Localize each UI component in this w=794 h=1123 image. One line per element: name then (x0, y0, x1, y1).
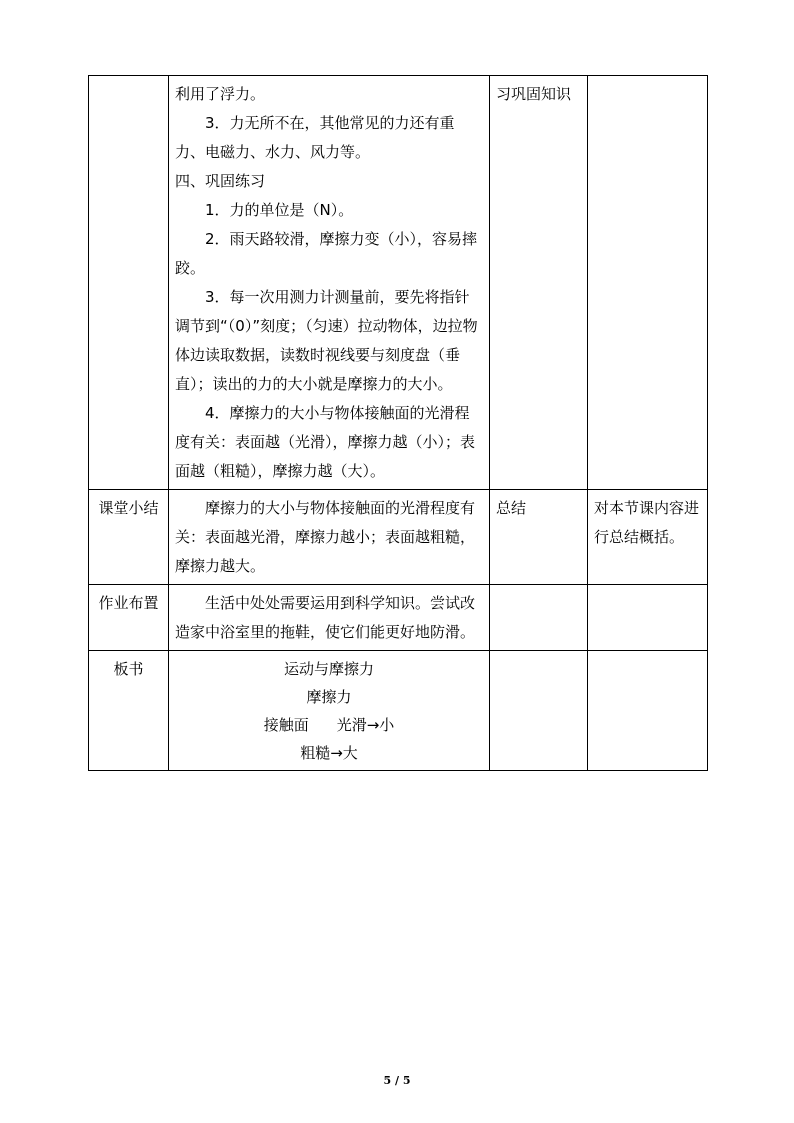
content-line: 3．力无所不在，其他常见的力还有重力、电磁力、水力、风力等。 (175, 114, 455, 161)
content-cell (169, 490, 490, 585)
row-label: 作业布置 (89, 585, 169, 651)
note-cell (588, 651, 708, 771)
note-cell: 对本节课内容进行总结概括。 (588, 490, 708, 585)
note-cell (588, 76, 708, 490)
table-row-continued (89, 76, 708, 490)
content-cell (169, 585, 490, 651)
purpose-cell (490, 585, 588, 651)
board-branch-line (175, 711, 483, 739)
homework-text: 生活中处处需要运用到科学知识。尝试改造家中浴室里的拖鞋，使它们能更好地防滑。 (175, 594, 476, 641)
page-number: 5 / 5 (383, 1074, 411, 1087)
row-label: 课堂小结 (89, 490, 169, 585)
row-label: 板书 (89, 651, 169, 771)
content-cell (169, 76, 490, 490)
table-row-summary (89, 490, 708, 585)
board-subtitle: 摩擦力 (306, 688, 352, 706)
exercise-item: 2．雨天路较滑，摩擦力变（小），容易摔跤。 (175, 230, 478, 277)
section-heading: 四、巩固练习 (175, 172, 266, 190)
board-branch-b: 粗糙→大 (300, 744, 358, 762)
exercise-item: 1．力的单位是（N）。 (205, 201, 354, 219)
note-cell (588, 585, 708, 651)
row-label (89, 76, 169, 490)
purpose-cell: 总结 (490, 490, 588, 585)
board-branch-root: 接触面 (263, 716, 309, 734)
board-branch-a: 光滑→小 (336, 716, 395, 734)
exercise-item: 3．每一次用测力计测量前，要先将指针调节到“（0）”刻度；（匀速）拉动物体，边拉物体边读取数据，读数时视线要与刻度盘（垂直）；读出的力的大小就是摩擦力的大小。 (175, 288, 478, 393)
exercise-item: 4．摩擦力的大小与物体接触面的光滑程度有关：表面越（光滑），摩擦力越（小）；表面越（粗糙），摩擦力越（大）。 (175, 404, 476, 480)
lesson-plan-table (88, 75, 708, 771)
purpose-cell: 习巩固知识 (490, 76, 588, 490)
purpose-cell (490, 651, 588, 771)
summary-text: 摩擦力的大小与物体接触面的光滑程度有关：表面越光滑，摩擦力越小；表面越粗糙，摩擦力越大。 (175, 499, 476, 575)
board-title: 运动与摩擦力 (283, 660, 374, 678)
table-row-board (89, 651, 708, 771)
board-cell (169, 651, 490, 771)
content-line: 利用了浮力。 (175, 85, 266, 103)
table-row-homework (89, 585, 708, 651)
